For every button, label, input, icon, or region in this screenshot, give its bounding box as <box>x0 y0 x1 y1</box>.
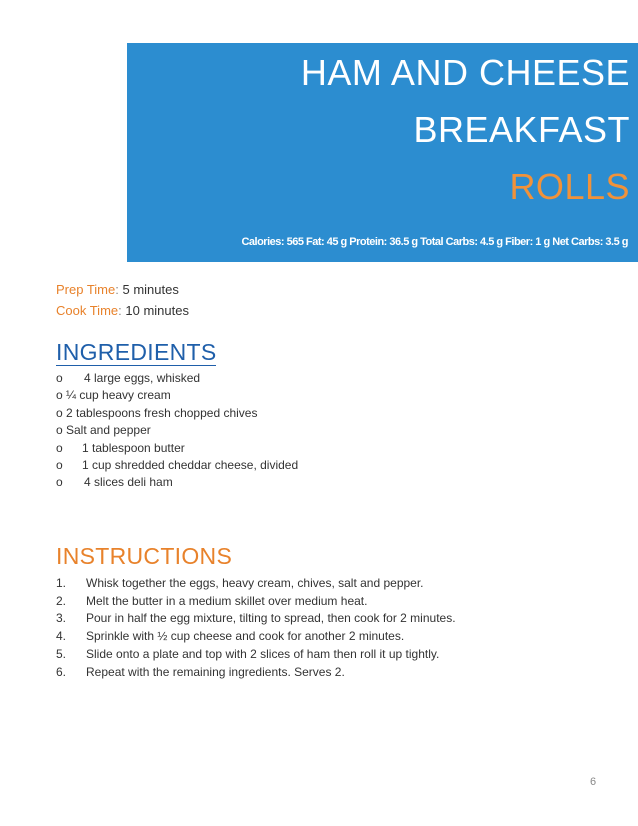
step-number: 3. <box>56 611 67 626</box>
prep-time-label: Prep Time <box>56 282 116 297</box>
ingredients-heading <box>56 339 216 366</box>
title-line-2: BREAKFAST <box>413 109 630 150</box>
ingredient-text: 4 slices deli ham <box>84 475 173 490</box>
bullet-icon: o <box>56 475 63 490</box>
nutrition-facts: Calories: 565 Fat: 45 g Protein: 36.5 g Total Carbs: 4.5 g Fiber: 1 g Net Carbs: 3.5 g <box>241 236 628 248</box>
cook-time-label: Cook Time <box>56 303 119 318</box>
step-text: Whisk together the eggs, heavy cream, chives, salt and pepper. <box>86 576 424 590</box>
bullet-icon: o <box>56 405 63 420</box>
step-text: Pour in half the egg mixture, tilting to spread, then cook for 2 minutes. <box>86 611 456 626</box>
page-number: 6 <box>590 776 597 788</box>
prep-time <box>56 279 189 300</box>
step-number: 2. <box>56 593 67 608</box>
recipe-times <box>56 279 189 321</box>
step-number: 1. <box>56 576 67 590</box>
step-text: Sprinkle with ½ cup cheese and cook for another 2 minutes. <box>86 629 405 644</box>
ingredient-text: 1 tablespoon butter <box>82 440 185 455</box>
list-item <box>56 575 456 593</box>
step-text: Melt the butter in a medium skillet over medium heat. <box>86 593 368 608</box>
bullet-icon: o <box>56 423 63 438</box>
list-item <box>56 474 298 491</box>
list-item <box>56 610 456 628</box>
instructions-heading: INSTRUCTIONS <box>56 543 233 569</box>
title-line-3: ROLLS <box>509 166 630 207</box>
list-item <box>56 405 298 422</box>
ingredient-text: ¼ cup heavy cream <box>66 388 171 403</box>
title-line-1: HAM AND CHEESE <box>300 52 630 93</box>
list-item <box>56 457 298 474</box>
ingredient-text: Salt and pepper <box>66 423 151 438</box>
prep-time-value: 5 minutes <box>122 282 179 297</box>
ingredient-text: 4 large eggs, whisked <box>84 371 201 385</box>
cook-time <box>56 300 189 321</box>
list-item <box>56 593 456 611</box>
step-number: 6. <box>56 664 67 679</box>
cook-time-value: 10 minutes <box>125 303 189 318</box>
list-item <box>56 387 298 404</box>
list-item <box>56 422 298 439</box>
bullet-icon: o <box>56 371 63 385</box>
instructions-list <box>56 575 456 681</box>
step-text: Slide onto a plate and top with 2 slices of ham then roll it up tightly. <box>86 646 440 661</box>
bullet-icon: o <box>56 440 63 455</box>
ingredient-text: 1 cup shredded cheddar cheese, divided <box>82 458 299 473</box>
ingredient-text: 2 tablespoons fresh chopped chives <box>66 405 258 420</box>
list-item <box>56 370 298 387</box>
list-item <box>56 628 456 646</box>
cook-time-separator: : <box>118 303 122 318</box>
bullet-icon: o <box>56 388 63 403</box>
bullet-icon: o <box>56 458 63 473</box>
list-item <box>56 646 456 664</box>
step-number: 4. <box>56 629 67 644</box>
step-number: 5. <box>56 646 67 661</box>
list-item <box>56 440 298 457</box>
step-text: Repeat with the remaining ingredients. Serves 2. <box>86 664 345 679</box>
title-banner <box>127 43 638 262</box>
prep-time-separator: : <box>115 282 119 297</box>
ingredients-list <box>56 370 298 492</box>
list-item <box>56 664 456 682</box>
ingredients-heading-text: INGREDIENTS <box>56 339 217 365</box>
